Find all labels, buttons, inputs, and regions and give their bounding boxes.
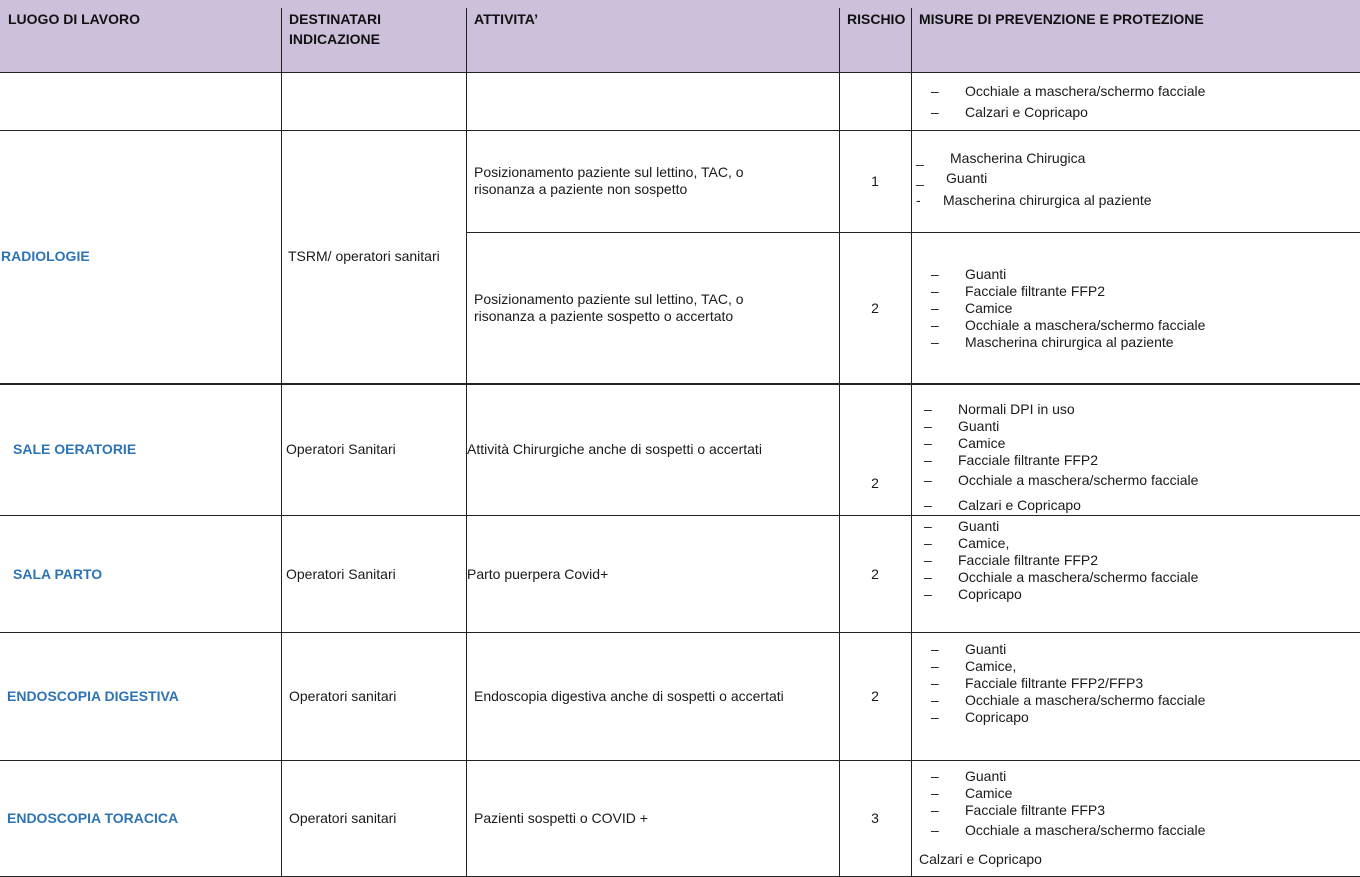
- row-divider: [466, 232, 1360, 233]
- destinatari-radiologie: TSRM/ operatori sanitari: [288, 248, 440, 264]
- rischio-radiologie-a: 1: [871, 173, 879, 189]
- column-divider: [281, 8, 282, 877]
- table-header: [0, 0, 1360, 73]
- attivita-sala-parto: Parto puerpera Covid+: [467, 566, 609, 582]
- list-item: – Mascherina chirurgica al paziente: [931, 334, 1174, 350]
- list-item: – Occhiale a maschera/schermo facciale: [931, 692, 1206, 708]
- list-item: – Occhiale a maschera/schermo facciale: [931, 317, 1206, 333]
- list-item: – Facciale filtrante FFP2: [931, 283, 1106, 299]
- list-item: – Facciale filtrante FFP2/FFP3: [931, 675, 1144, 691]
- list-item: – Camice,: [931, 658, 1017, 674]
- list-item: – Calzari e Copricapo: [924, 497, 1081, 513]
- misure-sala-parto-list: [924, 518, 1198, 603]
- attivita-radiologie-b: [474, 291, 744, 325]
- location-endoscopia-toracica: ENDOSCOPIA TORACICA: [7, 810, 179, 826]
- misure-endoscopia-digestiva-list: [931, 641, 1205, 726]
- list-item: – Occhiale a maschera/schermo facciale: [931, 83, 1206, 99]
- misure-endoscopia-toracica-list: [931, 768, 1205, 839]
- list-item: – Guanti: [924, 518, 1000, 534]
- rischio-sale-operatorie: 2: [871, 475, 879, 491]
- header-misure: MISURE DI PREVENZIONE E PROTEZIONE: [919, 11, 1204, 27]
- rischio-endoscopia-toracica: 3: [871, 810, 879, 826]
- rischio-radiologie-b: 2: [871, 300, 879, 316]
- list-item: – Occhiale a maschera/schermo facciale: [924, 569, 1199, 585]
- attivita-line: Posizionamento paziente sul lettino, TAC, o: [474, 291, 744, 307]
- location-endoscopia-digestiva: ENDOSCOPIA DIGESTIVA: [7, 688, 179, 704]
- row-divider: [0, 515, 1360, 516]
- rischio-sala-parto: 2: [871, 566, 879, 582]
- destinatari-endoscopia-toracica: Operatori sanitari: [289, 810, 397, 826]
- misure-endoscopia-toracica-extra: Calzari e Copricapo: [919, 851, 1042, 867]
- list-item: - Mascherina chirurgica al paziente: [916, 192, 1152, 208]
- row0-misure-list: [931, 83, 1205, 121]
- row-divider: [0, 130, 1360, 131]
- list-item: – Normali DPI in uso: [924, 401, 1075, 417]
- attivita-endoscopia-toracica: Pazienti sospetti o COVID +: [474, 810, 648, 826]
- header-attivita: ATTIVITA’: [474, 11, 539, 27]
- list-item: – Camice: [931, 300, 1013, 316]
- row-divider: [0, 383, 1360, 385]
- list-item: – Calzari e Copricapo: [931, 104, 1088, 120]
- misure-radiologie-b-list: [931, 266, 1205, 351]
- column-divider: [911, 8, 912, 877]
- column-divider: [839, 8, 840, 877]
- list-item: – Occhiale a maschera/schermo facciale: [924, 472, 1199, 488]
- header-luogo: LUOGO DI LAVORO: [8, 11, 140, 27]
- list-item: – Facciale filtrante FFP2: [924, 452, 1099, 468]
- list-item: – Occhiale a maschera/schermo facciale: [931, 822, 1206, 838]
- header-destinatari-line2: INDICAZIONE: [289, 31, 380, 47]
- rischio-endoscopia-digestiva: 2: [871, 688, 879, 704]
- row-divider: [0, 632, 1360, 633]
- list-item: – Camice,: [924, 535, 1010, 551]
- list-item: – Camice: [931, 785, 1013, 801]
- destinatari-sale-operatorie: Operatori Sanitari: [286, 441, 396, 457]
- row-divider: [0, 760, 1360, 761]
- header-destinatari: [289, 9, 381, 49]
- location-sale-operatorie: SALE OERATORIE: [13, 441, 137, 457]
- header-destinatari-line1: DESTINATARI: [289, 11, 382, 27]
- location-sala-parto: SALA PARTO: [13, 566, 103, 582]
- list-item: – Guanti: [931, 266, 1007, 282]
- misure-sale-operatorie-list: [924, 401, 1198, 514]
- list-item: – Guanti: [931, 641, 1007, 657]
- location-radiologie: RADIOLOGIE: [1, 248, 90, 264]
- list-item: – Facciale filtrante FFP2: [924, 552, 1099, 568]
- misure-radiologie-a-list: [916, 150, 1152, 209]
- destinatari-endoscopia-digestiva: Operatori sanitari: [289, 688, 397, 704]
- destinatari-sala-parto: Operatori Sanitari: [286, 566, 396, 582]
- list-item: – Camice: [924, 435, 1006, 451]
- header-rischio: RISCHIO: [847, 11, 906, 27]
- attivita-radiologie-a: [474, 164, 744, 198]
- list-item: – Guanti: [924, 418, 1000, 434]
- list-item: _ Mascherina Chirugica: [916, 150, 1086, 166]
- list-item: – Facciale filtrante FFP3: [931, 802, 1106, 818]
- list-item: – Guanti: [931, 768, 1007, 784]
- list-item: – Copricapo: [924, 586, 1022, 602]
- attivita-endoscopia-digestiva: Endoscopia digestiva anche di sospetti o accertati: [474, 688, 784, 704]
- attivita-line: risonanza a paziente non sospetto: [474, 181, 688, 197]
- list-item: – Copricapo: [931, 709, 1029, 725]
- attivita-line: Posizionamento paziente sul lettino, TAC, o: [474, 164, 744, 180]
- attivita-sale-operatorie: Attività Chirurgiche anche di sospetti o accertati: [467, 441, 762, 457]
- list-item: _ Guanti: [916, 170, 988, 186]
- attivita-line: risonanza a paziente sospetto o accertato: [474, 308, 734, 324]
